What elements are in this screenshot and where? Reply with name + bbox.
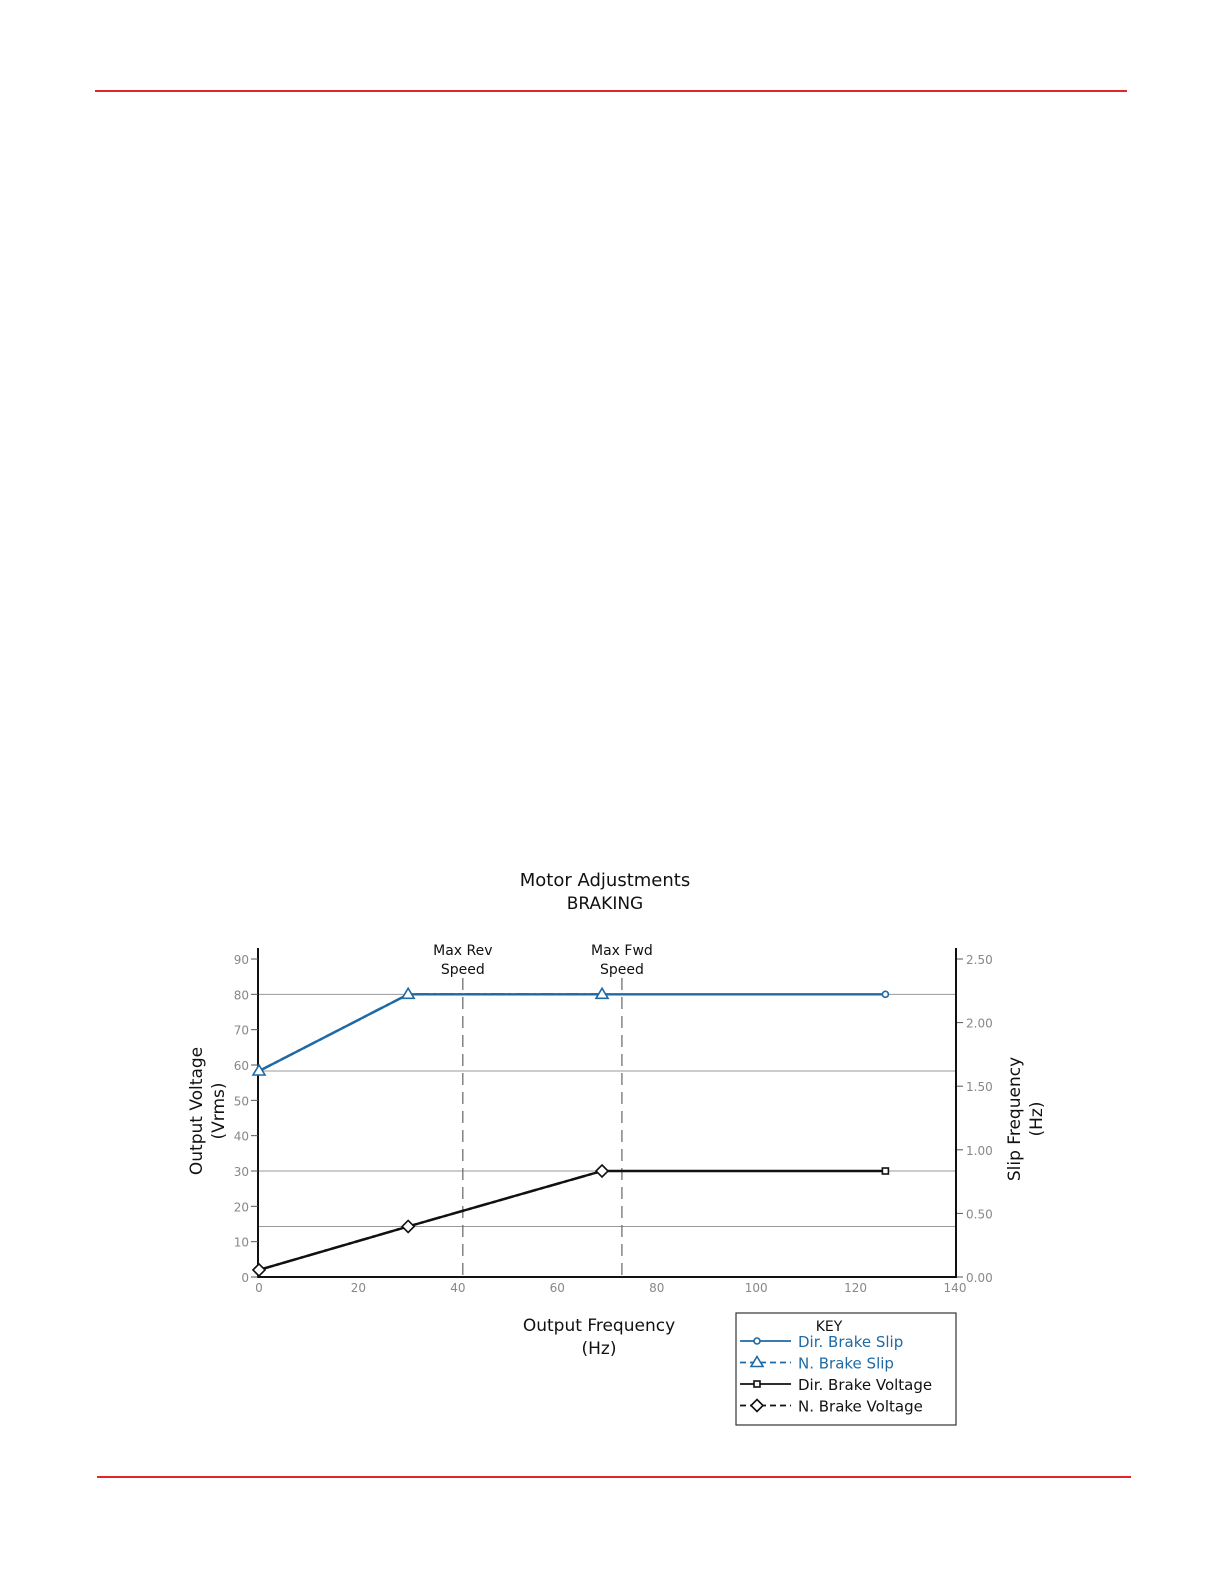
series-line-n-brake-voltage — [259, 1171, 602, 1270]
x-tick-label-7: 140 — [943, 1281, 967, 1295]
legend-marker-dir-brake-voltage — [754, 1381, 760, 1387]
y-tick-label-3: 30 — [233, 1165, 249, 1179]
x-tick-label-3: 60 — [549, 1281, 565, 1295]
y-axis-label: Output Voltage — [187, 1046, 207, 1176]
y-axis-unit: (Vrms) — [209, 1082, 229, 1140]
y-tick-label-0: 0 — [241, 1271, 249, 1285]
y2-axis-unit: (Hz) — [1027, 1101, 1047, 1137]
series — [253, 988, 888, 1276]
legend-label-n-brake-voltage: N. Brake Voltage — [798, 1397, 923, 1416]
annotation-label-1-line2: Speed — [599, 962, 644, 978]
y2-tick-label-3: 1.50 — [966, 1080, 993, 1095]
x-axis-label: Output Frequency — [522, 1316, 676, 1336]
y-tick-label-9: 90 — [233, 953, 249, 967]
y2-tick-label-5: 2.50 — [966, 953, 993, 967]
reference-lines — [259, 994, 955, 1226]
y2-tick-label-2: 1.00 — [966, 1143, 993, 1158]
legend-label-n-brake-slip: N. Brake Slip — [798, 1354, 894, 1373]
legend-title: KEY — [815, 1319, 843, 1335]
annotation-label-0: Max Rev — [433, 943, 493, 959]
legend-label-dir-brake-voltage: Dir. Brake Voltage — [798, 1376, 933, 1394]
point-dir-brake-slip-3 — [882, 991, 888, 997]
x-tick-label-2: 40 — [450, 1281, 466, 1295]
x-tick-label-4: 80 — [649, 1281, 665, 1295]
legend-label-dir-brake-slip: Dir. Brake Slip — [798, 1333, 904, 1351]
y-tick-label-5: 50 — [233, 1094, 249, 1109]
point-dir-brake-voltage-3 — [882, 1168, 888, 1174]
chart-title: Motor Adjustments — [519, 870, 691, 891]
legend-marker-dir-brake-slip — [754, 1338, 760, 1344]
y-tick-label-4: 40 — [233, 1129, 249, 1144]
y2-tick-label-1: 0.50 — [966, 1207, 993, 1222]
x-tick-label-0: 0 — [255, 1281, 263, 1295]
chart-subtitle: BRAKING — [566, 894, 644, 914]
annotation-label-0-line2: Speed — [440, 962, 485, 978]
y2-axis-label: Slip Frequency — [1005, 1056, 1025, 1182]
y-tick-label-7: 70 — [233, 1023, 249, 1038]
point-n-brake-voltage-2 — [596, 1165, 608, 1177]
x-tick-label-5: 100 — [744, 1281, 768, 1295]
y2-tick-label-0: 0.00 — [966, 1271, 993, 1285]
x-tick-label-6: 120 — [844, 1281, 868, 1295]
annotation-label-1: Max Fwd — [591, 943, 653, 959]
point-n-brake-voltage-1 — [402, 1220, 414, 1232]
point-n-brake-voltage-0 — [253, 1264, 265, 1276]
x-tick-label-1: 20 — [350, 1281, 367, 1295]
series-line-n-brake-slip — [259, 994, 602, 1071]
y2-tick-label-4: 2.00 — [966, 1016, 993, 1031]
legend — [736, 1313, 956, 1425]
y-tick-label-1: 10 — [233, 1235, 249, 1250]
y-tick-label-6: 60 — [233, 1059, 249, 1073]
series-line-dir-brake-voltage — [259, 1171, 885, 1270]
x-axis-unit: (Hz) — [581, 1339, 617, 1359]
y-tick-label-8: 80 — [233, 988, 249, 1003]
y-tick-label-2: 20 — [233, 1200, 249, 1215]
series-line-dir-brake-slip — [259, 994, 885, 1071]
